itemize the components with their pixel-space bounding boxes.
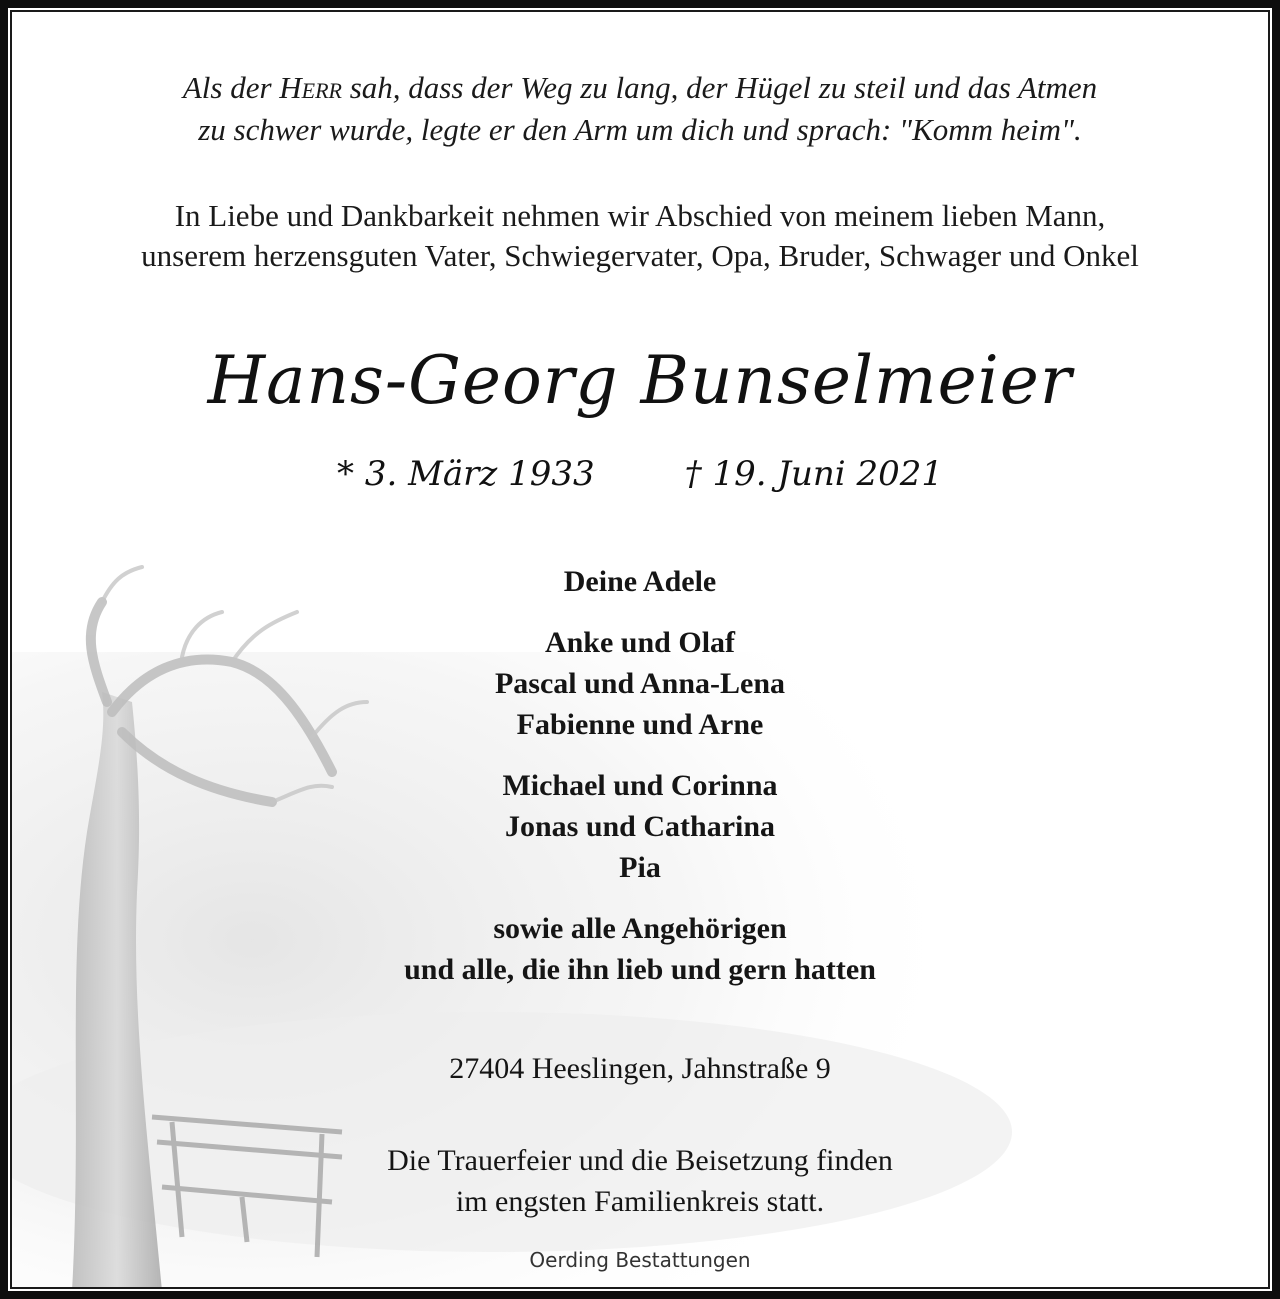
quote-line-1-end: sah, dass der Weg zu lang, der Hügel zu steil und das Atmen <box>341 70 1098 105</box>
death-date: † 19. Juni 2021 <box>684 454 943 494</box>
intro-line-1: In Liebe und Dankbarkeit nehmen wir Abschied von meinem lieben Mann, <box>174 198 1106 233</box>
mourner-others-line: und alle, die ihn lieb und gern hatten <box>404 953 876 986</box>
life-dates <box>12 454 1268 494</box>
obituary-notice <box>10 10 1270 1289</box>
ceremony-line-2: im engsten Familienkreis statt. <box>455 1185 825 1218</box>
notice-text <box>12 12 1270 1289</box>
quote-line-2: zu schwer wurde, legte er den Arm um dich und sprach: "Komm heim". <box>198 112 1082 147</box>
mourner-line: Pia <box>619 851 661 884</box>
quote-herr: Herr <box>279 70 342 105</box>
quote-line-1-start: Als der <box>182 70 280 105</box>
mourner-line: Jonas und Catharina <box>504 810 776 843</box>
mourner-line: Pascal und Anna-Lena <box>494 667 786 700</box>
mourner-line: Michael und Corinna <box>502 769 778 802</box>
intro-line-2: unserem herzensguten Vater, Schwiegervater, Opa, Bruder, Schwager und Onkel <box>141 238 1139 273</box>
mourner-others-line: sowie alle Angehörigen <box>493 912 787 945</box>
ceremony-line-1: Die Trauerfeier und die Beisetzung finden <box>387 1144 893 1177</box>
mourner-wife: Deine Adele <box>563 565 717 598</box>
address: 27404 Heeslingen, Jahnstraße 9 <box>449 1052 831 1085</box>
funeral-home-credit: Oerding Bestattungen <box>529 1248 751 1272</box>
deceased-name: Hans-Georg Bunselmeier <box>207 342 1073 419</box>
mourner-line: Fabienne und Arne <box>516 708 764 741</box>
quote-line-1 <box>12 70 1268 106</box>
mourner-line: Anke und Olaf <box>544 626 736 659</box>
birth-date: * 3. März 1933 <box>337 454 595 494</box>
